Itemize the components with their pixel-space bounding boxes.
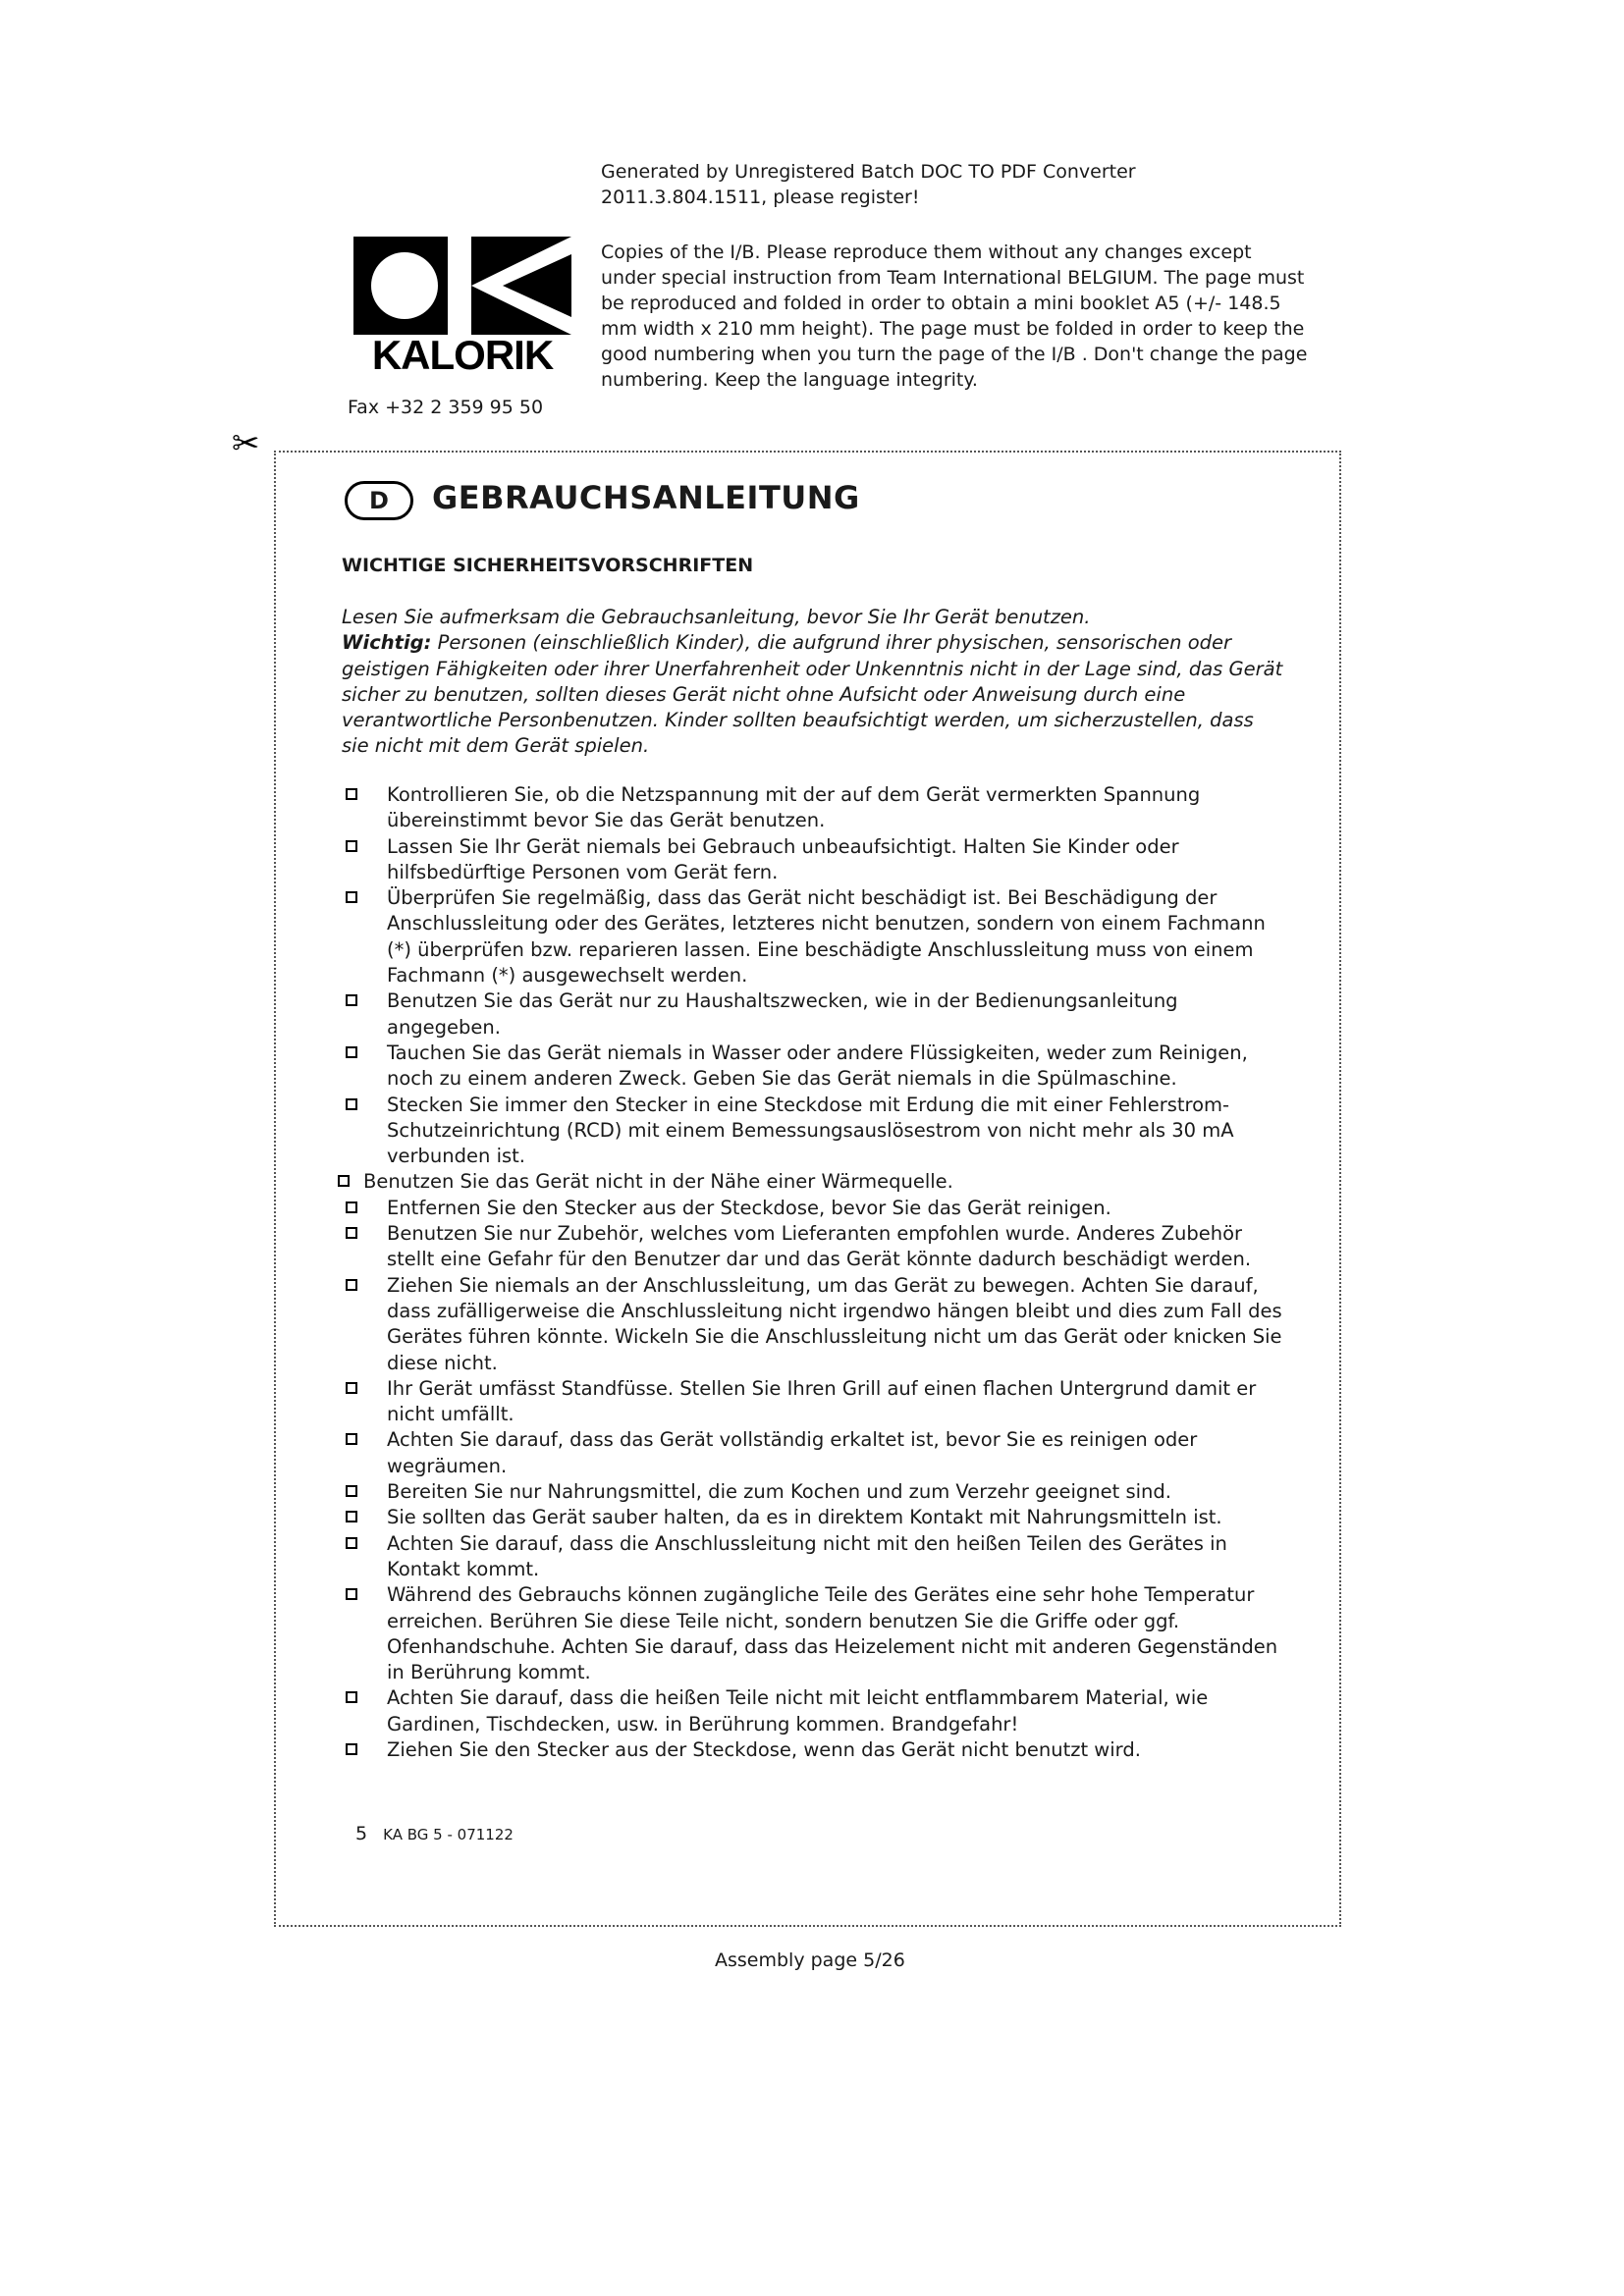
checkbox-icon (346, 1743, 357, 1755)
page-footer (355, 1823, 514, 1844)
section-heading: WICHTIGE SICHERHEITSVORSCHRIFTEN (342, 555, 754, 576)
list-item: Bereiten Sie nur Nahrungsmittel, die zum Kochen und zum Verzehr geeignet sind. (342, 1479, 1294, 1505)
checkbox-icon (346, 1511, 357, 1522)
language-badge: D (345, 481, 413, 520)
list-item: Benutzen Sie das Gerät nur zu Haushaltszwecken, wie in der Bedienungsanleitung angegeben. (342, 988, 1294, 1041)
checkbox-icon (346, 788, 357, 800)
checkbox-icon (346, 1201, 357, 1213)
list-item: Ziehen Sie den Stecker aus der Steckdose, wenn das Gerät nicht benutzt wird. (342, 1737, 1294, 1763)
checkbox-icon (346, 840, 357, 852)
list-item: Ihr Gerät umfässt Standfüsse. Stellen Sie Ihren Grill auf einen flachen Untergrund damit er nicht umfällt. (342, 1376, 1294, 1428)
list-item: Stecken Sie immer den Stecker in eine Steckdose mit Erdung die mit einer Fehlerstrom-Schutzeinrichtung (RCD) mit einem Bemessungsauslösestrom von nicht mehr als 30 mA verbunden ist. (342, 1093, 1294, 1170)
checkbox-icon (346, 1279, 357, 1291)
list-item: Benutzen Sie das Gerät nicht in der Nähe einer Wärmequelle. (334, 1169, 1294, 1195)
list-item: Entfernen Sie den Stecker aus der Steckdose, bevor Sie das Gerät reinigen. (342, 1196, 1294, 1221)
scissors-icon: ✂ (232, 424, 260, 463)
intro-line: Lesen Sie aufmerksam die Gebrauchsanleitung, bevor Sie Ihr Gerät benutzen. (342, 606, 1091, 628)
logo-wordmark: KALORIK (371, 332, 554, 378)
document-code: KA BG 5 - 071122 (383, 1826, 514, 1843)
list-item: Achten Sie darauf, dass die Anschlussleitung nicht mit den heißen Teilen des Gerätes in Kontakt kommt. (342, 1531, 1294, 1583)
intro-text (342, 605, 1284, 760)
safety-list (342, 782, 1294, 1763)
checkbox-icon (346, 1382, 357, 1394)
kalorik-logo (353, 237, 571, 378)
page-number: 5 (355, 1823, 368, 1844)
checkbox-icon (346, 1588, 357, 1600)
checkbox-icon (346, 1098, 357, 1110)
list-item: Achten Sie darauf, dass die heißen Teile nicht mit leicht entflammbarem Material, wie Gardinen, Tischdecken, usw. in Berührung kommen. Brandgefahr! (342, 1685, 1294, 1737)
checkbox-icon (346, 1485, 357, 1497)
checkbox-icon (346, 1691, 357, 1703)
list-item: Lassen Sie Ihr Gerät niemals bei Gebrauch unbeaufsichtigt. Halten Sie Kinder oder hilfsbedürftige Personen vom Gerät fern. (342, 834, 1294, 886)
checkbox-icon (346, 994, 357, 1006)
list-item: Sie sollten das Gerät sauber halten, da es in direktem Kontakt mit Nahrungsmitteln ist. (342, 1505, 1294, 1530)
kalorik-k-symbol (353, 237, 571, 335)
checkbox-icon (346, 1046, 357, 1058)
checkbox-icon (346, 1537, 357, 1549)
wichtig-paragraph (342, 630, 1284, 759)
copies-instruction: Copies of the I/B. Please reproduce them without any changes except under special instruction from Team International BELGIUM. The page must be reproduced and folded in order to obtain a mini booklet A5 (+/- 148.5 mm width x 210 mm height). The page must be folded in order to keep the good numbering when you turn the page of the I/B . Don't change the page numbering. Keep the language integrity. (601, 241, 1308, 391)
checkbox-icon (346, 891, 357, 903)
manual-title: GEBRAUCHSANLEITUNG (432, 479, 860, 516)
generated-notice: Generated by Unregistered Batch DOC TO PDF Converter 2011.3.804.1511, please register! (601, 161, 1136, 208)
fax-number: Fax +32 2 359 95 50 (348, 397, 544, 418)
list-item: Achten Sie darauf, dass das Gerät vollständig erkaltet ist, bevor Sie es reinigen oder wegräumen. (342, 1427, 1294, 1479)
list-item: Tauchen Sie das Gerät niemals in Wasser oder andere Flüssigkeiten, weder zum Reinigen, noch zu einem anderen Zweck. Geben Sie das Gerät niemals in die Spülmaschine. (342, 1041, 1294, 1093)
checkbox-icon (346, 1227, 357, 1239)
checkbox-icon (338, 1175, 350, 1187)
list-item: Überprüfen Sie regelmäßig, dass das Gerät nicht beschädigt ist. Bei Beschädigung der Anschlussleitung oder des Gerätes, letzteres nicht benutzen, sondern von einem Fachmann (*) überprüfen bzw. reparieren lassen. Eine beschädigte Anschlussleitung muss von einem Fachmann (*) ausgewechselt werden. (342, 885, 1294, 988)
checkbox-icon (346, 1433, 357, 1445)
list-item: Benutzen Sie nur Zubehör, welches vom Lieferanten empfohlen wurde. Anderes Zubehör stellt eine Gefahr für den Benutzer dar und das Gerät könnte dadurch beschädigt werden. (342, 1221, 1294, 1273)
wichtig-text: Personen (einschließlich Kinder), die aufgrund ihrer physischen, sensorischen oder geistigen Fähigkeiten oder ihrer Unerfahrenheit oder Unkenntnis nicht in der Lage sind, das Gerät sicher zu benutzen, sollten dieses Gerät nicht ohne Aufsicht oder Anweisung durch eine verantwortliche Personbenutzen. Kinder sollten beaufsichtigt werden, um sicherzustellen, dass sie nicht mit dem Gerät spielen. (342, 631, 1283, 758)
list-item: Während des Gebrauchs können zugängliche Teile des Gerätes eine sehr hohe Temperatur erreichen. Berühren Sie diese Teile nicht, sondern benutzen Sie die Griffe oder ggf. Ofenhandschuhe. Achten Sie darauf, dass das Heizelement nicht mit anderen Gegenständen in Berührung kommt. (342, 1582, 1294, 1685)
list-item: Kontrollieren Sie, ob die Netzspannung mit der auf dem Gerät vermerkten Spannung übereinstimmt bevor Sie das Gerät benutzen. (342, 782, 1294, 834)
wichtig-label: Wichtig: (342, 631, 432, 655)
assembly-page-label: Assembly page 5/26 (715, 1949, 905, 1971)
list-item: Ziehen Sie niemals an der Anschlussleitung, um das Gerät zu bewegen. Achten Sie darauf, dass zufälligerweise die Anschlussleitung nicht irgendwo hängen bleibt und dies zum Fall des Gerätes führen könnte. Wickeln Sie die Anschlussleitung nicht um das Gerät oder knicken Sie diese nicht. (342, 1273, 1294, 1376)
